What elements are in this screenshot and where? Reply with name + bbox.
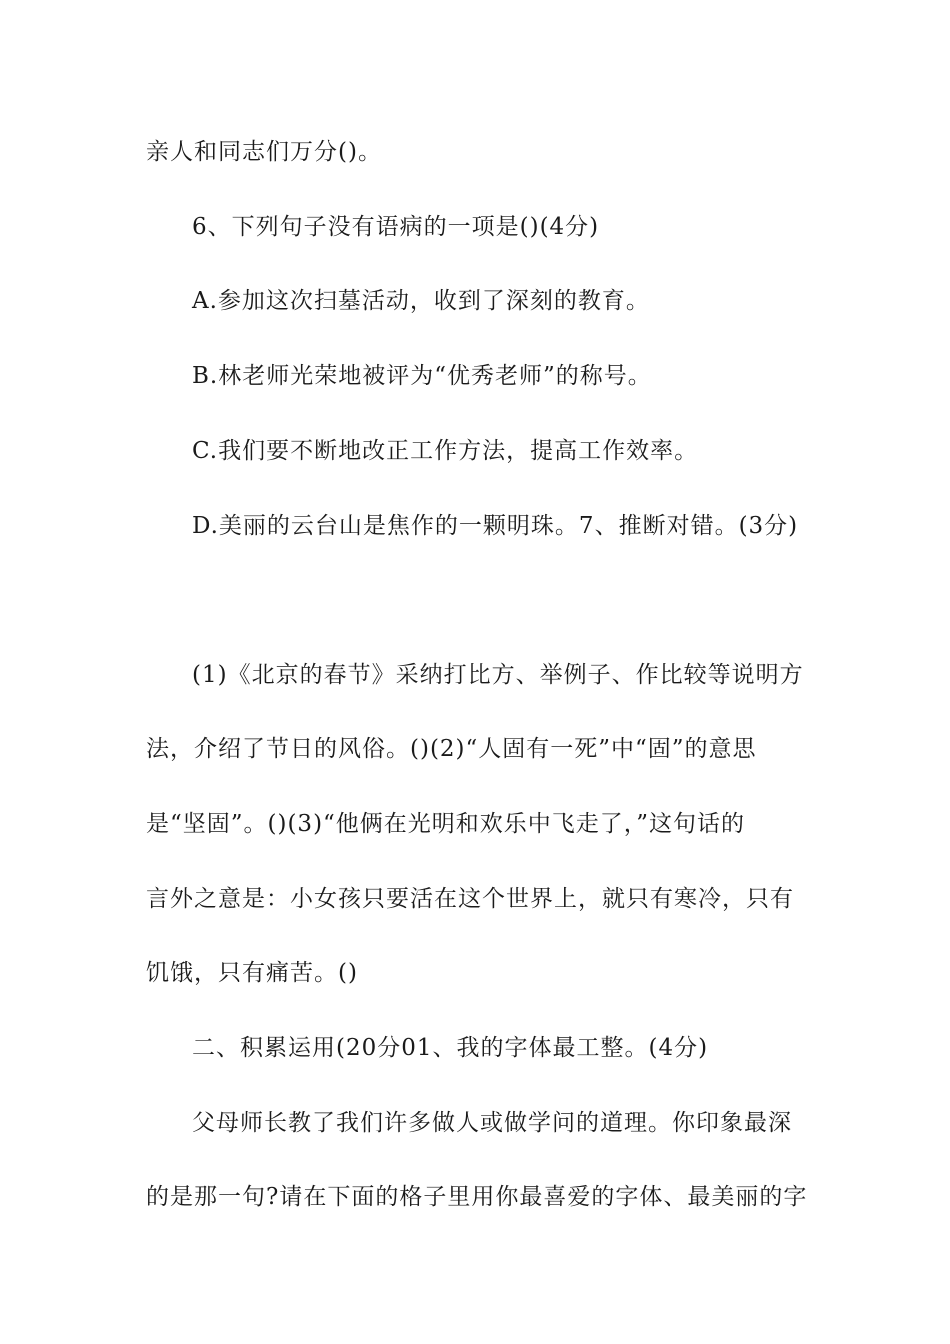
text-line: 父母师长教了我们许多做人或做学问的道理。你印象最深 [192, 1110, 792, 1136]
text-line: 饥饿，只有痛苦。() [146, 960, 358, 986]
text-line: 法，介绍了节日的风俗。()(2)“人固有一死”中“固”的意思 [146, 736, 757, 762]
text-line: 亲人和同志们万分()。 [146, 139, 382, 165]
option-a: A.参加这次扫墓活动，收到了深刻的教育。 [192, 288, 650, 314]
text-line: 的是那一句?请在下面的格子里用你最喜爱的字体、最美丽的字 [146, 1184, 808, 1210]
judge-item-1: (1)《北京的春节》采纳打比方、举例子、作比较等说明方 [192, 662, 804, 688]
question-6: 6、下列句子没有语病的一项是()(4分) [192, 214, 600, 240]
text-line: 言外之意是：小女孩只要活在这个世界上，就只有寒冷，只有 [146, 886, 794, 912]
text-line: 是“坚固”。()(3)“他俩在光明和欢乐中飞走了，”这句话的 [146, 811, 746, 837]
option-c: C.我们要不断地改正工作方法，提高工作效率。 [192, 438, 699, 464]
option-b: B.林老师光荣地被评为“优秀老师”的称号。 [192, 363, 652, 389]
option-d: D.美丽的云台山是焦作的一颗明珠。7、推断对错。(3分) [192, 513, 799, 539]
section-heading: 二、积累运用(20分01、我的字体最工整。(4分) [192, 1035, 709, 1061]
